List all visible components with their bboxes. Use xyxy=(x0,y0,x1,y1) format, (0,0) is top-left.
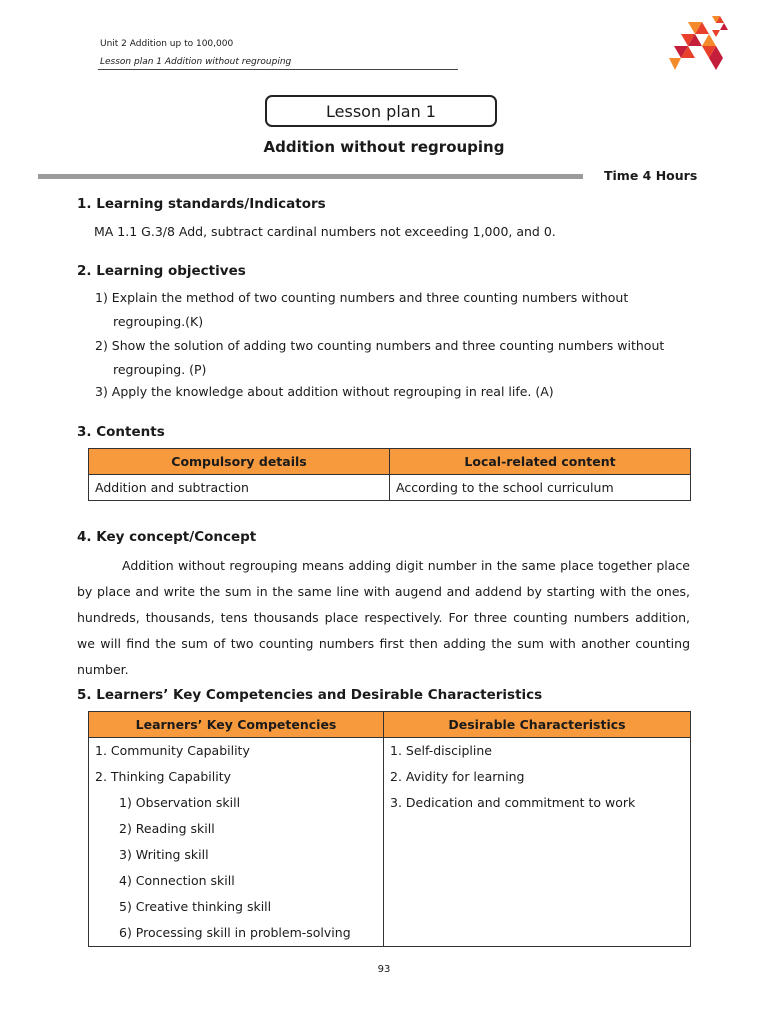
competency-subitem: 2) Reading skill xyxy=(119,821,215,836)
key-concept-line: number. xyxy=(77,662,129,677)
characteristics-header: Desirable Characteristics xyxy=(384,712,691,738)
section-2-heading: 2. Learning objectives xyxy=(77,263,246,279)
contents-cell-compulsory: Addition and subtraction xyxy=(89,475,390,501)
section-divider xyxy=(38,174,583,179)
section-3-heading: 3. Contents xyxy=(77,424,165,440)
characteristic-item: 2. Avidity for learning xyxy=(390,769,525,784)
objective-3-line1: 3) Apply the knowledge about addition without regrouping in real life. (A) xyxy=(95,384,554,399)
key-concept-line: hundreds, thousands, tens thousands place respectively. For three counting numbers addition, xyxy=(77,610,690,625)
key-concept-line: Addition without regrouping means adding digit number in the same place together place xyxy=(122,558,690,573)
key-concept-line: we will find the sum of two counting numbers first then adding the sum with another counting xyxy=(77,636,690,651)
competency-item: 2. Thinking Capability xyxy=(95,769,232,784)
objective-2-line2: regrouping. (P) xyxy=(113,362,207,377)
characteristic-item: 3. Dedication and commitment to work xyxy=(390,795,636,810)
objective-1-line2: regrouping.(K) xyxy=(113,314,204,329)
header-divider xyxy=(98,69,458,70)
contents-header-compulsory: Compulsory details xyxy=(89,449,390,475)
competency-subitem: 3) Writing skill xyxy=(119,847,209,862)
competencies-header: Learners’ Key Competencies xyxy=(89,712,384,738)
contents-header-local: Local-related content xyxy=(390,449,691,475)
objective-2-line1: 2) Show the solution of adding two counting numbers and three counting numbers without xyxy=(95,338,665,353)
section-4-heading: 4. Key concept/Concept xyxy=(77,529,257,545)
lesson-subtitle: Addition without regrouping xyxy=(263,138,505,156)
competency-subitem: 6) Processing skill in problem-solving xyxy=(119,925,351,940)
page-number: 93 xyxy=(377,964,391,975)
key-concept-line: by place and write the sum in the same line with augend and addend by starting with the ones, xyxy=(77,584,690,599)
competencies-table xyxy=(88,711,691,947)
section-1-text: MA 1.1 G.3/8 Add, subtract cardinal numbers not exceeding 1,000, and 0. xyxy=(94,224,556,239)
characteristic-item: 1. Self-discipline xyxy=(390,743,492,758)
contents-cell-local: According to the school curriculum xyxy=(390,475,691,501)
contents-table xyxy=(88,448,691,501)
competency-subitem: 4) Connection skill xyxy=(119,873,235,888)
section-5-heading: 5. Learners’ Key Competencies and Desirable Characteristics xyxy=(77,687,543,703)
section-1-heading: 1. Learning standards/Indicators xyxy=(77,196,326,212)
objective-1-line1: 1) Explain the method of two counting numbers and three counting numbers without xyxy=(95,290,629,305)
characteristics-cell xyxy=(384,738,691,947)
key-concept-paragraph xyxy=(77,553,690,683)
competencies-cell xyxy=(89,738,384,947)
header-unit: Unit 2 Addition up to 100,000 xyxy=(100,39,234,49)
time-label: Time 4 Hours xyxy=(604,168,698,183)
lesson-title: Lesson plan 1 xyxy=(265,95,497,127)
competency-item: 1. Community Capability xyxy=(95,743,250,758)
header-lesson: Lesson plan 1 Addition without regrouping xyxy=(100,57,292,67)
competency-subitem: 5) Creative thinking skill xyxy=(119,899,272,914)
competency-subitem: 1) Observation skill xyxy=(119,795,241,810)
publisher-logo xyxy=(668,14,730,72)
